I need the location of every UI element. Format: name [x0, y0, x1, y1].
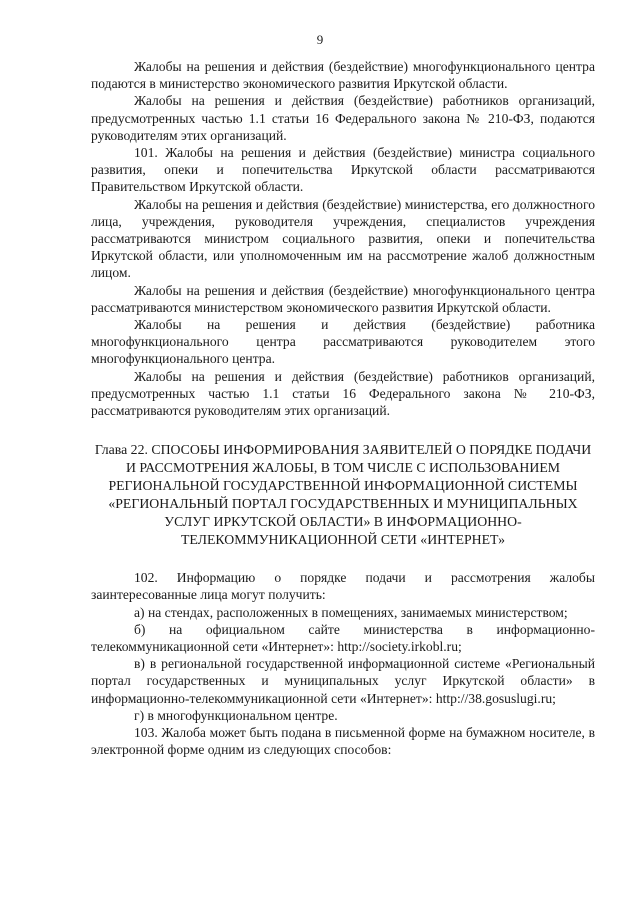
paragraph: Жалобы на решения и действия (бездействие) работников организаций, предусмотренных частью 1.1 статьи 16 Федерального закона № 210-ФЗ, подаются руководителям этих организаций.	[91, 93, 595, 143]
document-body	[91, 58, 595, 759]
paragraph: Жалобы на решения и действия (бездействие) многофункционального центра подаются в министерство экономического развития Иркутской области.	[91, 59, 595, 92]
paragraph: Жалобы на решения и действия (бездействие) работника многофункционального центра рассматриваются руководителем этого многофункционального центра.	[91, 317, 595, 367]
page-number: 9	[316, 32, 324, 47]
list-item: г) в многофункциональном центре.	[134, 707, 338, 723]
paragraph: Жалобы на решения и действия (бездействие) работников организаций, предусмотренных частью 1.1 статьи 16 Федерального закона № 210-ФЗ, рассматриваются руководителям этих организаций.	[91, 368, 595, 419]
list-item: а) на стендах, расположенных в помещениях, занимаемых министерством;	[134, 604, 568, 620]
paragraph: 102. Информацию о порядке подачи и рассмотрения жалобы заинтересованные лица могут получить:	[91, 570, 595, 603]
list-item: в) в региональной государственной информационной системе «Региональный портал государственных и муниципальных услуг Иркутской области» в информационно-телекоммуникационной сети «Интернет»: http://38.gosuslugi.ru;	[91, 656, 595, 706]
paragraph: 101. Жалобы на решения и действия (бездействие) министра социального развития, опеки и попечительства Иркутской области рассматриваются Правительством Иркутской области.	[91, 145, 595, 195]
paragraph: Жалобы на решения и действия (бездействие) многофункционального центра рассматриваются министерством экономического развития Иркутской области.	[91, 282, 595, 315]
paragraph: 103. Жалоба может быть подана в письменной форме на бумажном носителе, в электронной форме одним из следующих способов:	[91, 725, 595, 758]
chapter-heading: Глава 22. СПОСОБЫ ИНФОРМИРОВАНИЯ ЗАЯВИТЕЛЕЙ О ПОРЯДКЕ ПОДАЧИ И РАССМОТРЕНИЯ ЖАЛОБЫ, В ТОМ ЧИСЛЕ С ИСПОЛЬЗОВАНИЕМ РЕГИОНАЛЬНОЙ ГОСУДАРСТВЕННОЙ ИНФОРМАЦИОННОЙ СИСТЕМЫ «РЕГИОНАЛЬНЫЙ ПОРТАЛ ГОСУДАРСТВЕННЫХ И МУНИЦИПАЛЬНЫХ УСЛУГ ИРКУТСКОЙ ОБЛАСТИ» В ИНФОРМАЦИОННО-ТЕЛЕКОММУНИКАЦИОННОЙ СЕТИ «ИНТЕРНЕТ»	[94, 442, 592, 548]
paragraph: Жалобы на решения и действия (бездействие) министерства, его должностного лица, учреждения, руководителя учреждения, специалистов учреждения рассматриваются министром социального развития, опеки и попечительства Иркутской области, или уполномоченным им на рассмотрение жалоб должностным лицом.	[91, 196, 595, 281]
list-item: б) на официальном сайте министерства в информационно-телекоммуникационной сети «Интернет»: http://society.irkobl.ru;	[91, 621, 595, 655]
